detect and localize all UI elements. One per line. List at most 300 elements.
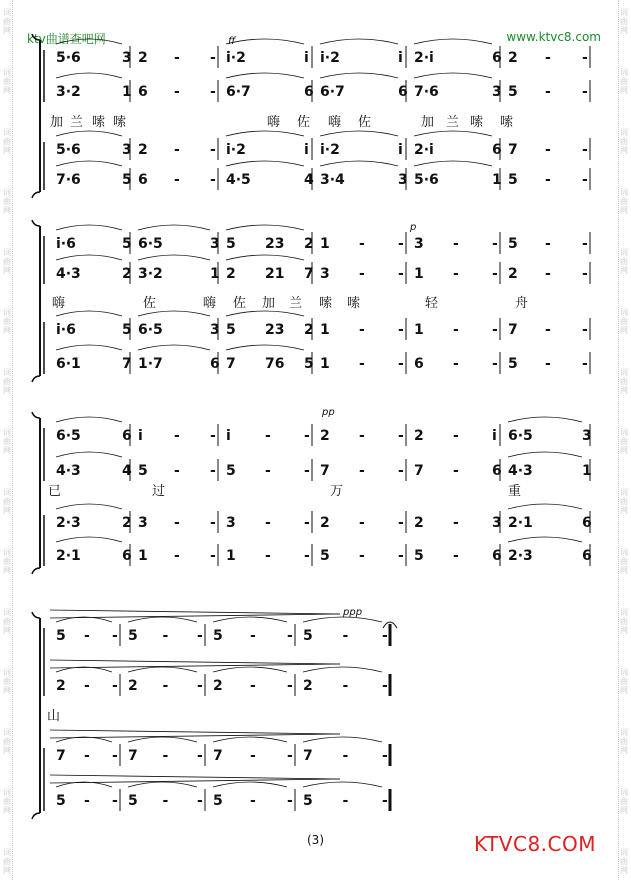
- note: -: [304, 463, 310, 479]
- note: -: [250, 628, 256, 644]
- watermark-text: 词 曲 网: [620, 308, 628, 335]
- note: -: [582, 266, 588, 282]
- lyric-syllable: 轻: [425, 296, 439, 311]
- note: -: [398, 322, 404, 338]
- note: -: [210, 84, 216, 100]
- watermark-text: 词 曲 网: [620, 668, 628, 695]
- lyric-syllable: 兰: [289, 296, 303, 311]
- note: 3·2: [56, 84, 81, 100]
- note: 7: [213, 748, 223, 764]
- note: 5·6: [56, 50, 81, 66]
- note: 4·5: [226, 172, 251, 188]
- note: 2: [138, 50, 148, 66]
- note: -: [398, 463, 404, 479]
- note: -: [359, 548, 365, 564]
- lyric-syllable: 嗦: [347, 296, 361, 311]
- watermark-text: 词 曲 网: [3, 548, 11, 575]
- lyric-syllable: 嗦: [500, 115, 514, 130]
- note: -: [382, 628, 388, 644]
- note: -: [453, 548, 459, 564]
- watermark-text: 词 曲 网: [3, 668, 11, 695]
- slur: [414, 73, 492, 78]
- note: 7: [414, 463, 424, 479]
- slur: [320, 73, 398, 78]
- note: 6: [414, 356, 424, 372]
- note: -: [304, 515, 310, 531]
- slur: [56, 161, 122, 166]
- watermark-text: 词 曲 网: [3, 308, 11, 335]
- note: 5: [226, 236, 236, 252]
- note: -: [265, 515, 271, 531]
- note: -: [359, 515, 365, 531]
- note: 6: [492, 548, 502, 564]
- note: -: [250, 748, 256, 764]
- note: 2·i: [414, 50, 434, 66]
- lyric-syllable: 佐: [233, 296, 247, 311]
- note: 6: [492, 50, 502, 66]
- note: -: [492, 236, 498, 252]
- note: 7: [508, 322, 518, 338]
- note: 7: [304, 266, 314, 282]
- note: -: [287, 678, 293, 694]
- note: 6: [492, 463, 502, 479]
- note: 5: [56, 793, 66, 809]
- watermark-text: 词 曲 网: [620, 188, 628, 215]
- system-bracket-cap: [32, 34, 40, 198]
- lyric-syllable: 万: [330, 484, 344, 499]
- system-bracket-cap: [32, 412, 40, 574]
- note: 3: [122, 50, 132, 66]
- note: 3: [122, 142, 132, 158]
- note: -: [545, 266, 551, 282]
- lyric-syllable: 嗦: [470, 115, 484, 130]
- note: -: [210, 172, 216, 188]
- note: -: [287, 628, 293, 644]
- note: i·6: [56, 322, 76, 338]
- note: 3: [492, 84, 502, 100]
- note: 3: [226, 515, 236, 531]
- note: 2: [128, 678, 138, 694]
- watermark-text: 词 曲 网: [3, 608, 11, 635]
- note: -: [162, 628, 169, 644]
- note: -: [582, 172, 588, 188]
- lyric-syllable: 嗦: [92, 115, 106, 130]
- note: -: [342, 628, 349, 644]
- note: -: [382, 678, 388, 694]
- note: -: [359, 356, 365, 372]
- slur: [303, 667, 382, 672]
- note: -: [453, 515, 459, 531]
- note: i: [138, 428, 143, 444]
- watermark-text: 词 曲 网: [3, 788, 11, 815]
- note: -: [582, 84, 588, 100]
- note: 2: [414, 515, 424, 531]
- site-url[interactable]: www.ktvc8.com: [506, 30, 601, 44]
- watermark-text: 词 曲 网: [3, 248, 11, 275]
- lyric-syllable: 重: [508, 484, 522, 499]
- note: i: [398, 50, 403, 66]
- note: 3: [398, 172, 408, 188]
- note: 2: [138, 142, 148, 158]
- slur: [303, 782, 382, 787]
- fermata-dot: [389, 625, 391, 627]
- note: 6: [210, 356, 220, 372]
- slur: [320, 131, 398, 136]
- slur: [320, 161, 398, 166]
- watermark-text: 词 曲 网: [620, 488, 628, 515]
- note: -: [545, 142, 551, 158]
- note: -: [342, 793, 349, 809]
- note: i: [304, 50, 309, 66]
- note: 5: [303, 628, 313, 644]
- note: -: [545, 236, 551, 252]
- note: 1: [138, 548, 148, 564]
- note: 1: [582, 463, 592, 479]
- note: 5: [508, 236, 518, 252]
- watermark-text: 词 曲 网: [620, 728, 628, 755]
- note: 1: [320, 236, 330, 252]
- note: 3: [138, 515, 148, 531]
- slur: [226, 311, 304, 316]
- note: -: [342, 748, 349, 764]
- slur: [226, 131, 304, 136]
- lyric-syllable: 嗨: [267, 115, 281, 130]
- note: -: [492, 266, 498, 282]
- slur: [56, 504, 122, 509]
- note: -: [197, 628, 203, 644]
- hairpin-line: [50, 734, 340, 738]
- note: 3: [210, 236, 220, 252]
- hairpin-line: [50, 779, 340, 783]
- note: 3: [492, 515, 502, 531]
- note: 2·i: [414, 142, 434, 158]
- note: -: [453, 428, 459, 444]
- note: 3: [582, 428, 592, 444]
- slur: [213, 782, 287, 787]
- note: -: [112, 793, 118, 809]
- watermark-text: 词 曲 网: [620, 248, 628, 275]
- note: 5: [56, 628, 66, 644]
- lyric-syllable: 佐: [358, 115, 372, 130]
- note: -: [197, 748, 203, 764]
- note: -: [287, 748, 293, 764]
- note: -: [210, 428, 216, 444]
- note: 4·3: [56, 266, 81, 282]
- note: 2: [304, 322, 314, 338]
- watermark-text: 词 曲 网: [620, 608, 628, 635]
- note: -: [545, 84, 551, 100]
- note: -: [287, 793, 293, 809]
- slur: [128, 737, 197, 742]
- note: -: [359, 322, 365, 338]
- slur: [508, 417, 582, 422]
- note: -: [162, 748, 169, 764]
- note: 2: [213, 678, 223, 694]
- note: 6: [122, 428, 132, 444]
- slur: [226, 225, 304, 230]
- note: 6·5: [508, 428, 533, 444]
- note: 6: [492, 142, 502, 158]
- note: 2: [122, 266, 132, 282]
- slur: [414, 161, 492, 166]
- note: 5: [213, 793, 223, 809]
- note: -: [398, 266, 404, 282]
- note: -: [162, 678, 169, 694]
- note: -: [398, 356, 404, 372]
- note: 6: [398, 84, 408, 100]
- note: 2: [320, 515, 330, 531]
- note: -: [582, 50, 588, 66]
- note: -: [453, 322, 459, 338]
- note: 4·3: [508, 463, 533, 479]
- note: 4·3: [56, 463, 81, 479]
- note: 2: [122, 515, 132, 531]
- note: -: [250, 793, 256, 809]
- note: 2: [56, 678, 66, 694]
- note: 5: [414, 548, 424, 564]
- slur: [56, 225, 122, 230]
- slur: [138, 311, 210, 316]
- note: 2·3: [508, 548, 533, 564]
- slur: [414, 131, 492, 136]
- watermark-text: 词 曲 网: [3, 368, 11, 395]
- slur: [138, 345, 210, 350]
- slur: [56, 39, 122, 44]
- watermark-text: 词 曲 网: [620, 548, 628, 575]
- note: 1: [492, 172, 502, 188]
- watermark-text: 词 曲 网: [3, 8, 11, 35]
- slur: [128, 617, 197, 622]
- note: i·6: [56, 236, 76, 252]
- dynamic-marking: pp: [322, 407, 335, 418]
- note: 7·6: [414, 84, 439, 100]
- slur: [213, 667, 287, 672]
- note: -: [174, 172, 180, 188]
- note: -: [174, 428, 180, 444]
- site-title[interactable]: ktv曲谱查吧网: [27, 32, 106, 46]
- hairpin-line: [50, 614, 340, 618]
- note: -: [453, 236, 459, 252]
- lyric-syllable: 加: [262, 296, 276, 311]
- note: -: [265, 463, 271, 479]
- watermark-text: 词 曲 网: [620, 368, 628, 395]
- note: 6·5: [56, 428, 81, 444]
- lyric-syllable: 已: [48, 484, 62, 499]
- note: -: [545, 356, 551, 372]
- watermark-text: 词 曲 网: [3, 488, 11, 515]
- note: -: [174, 463, 180, 479]
- note: 3: [210, 322, 220, 338]
- lyric-syllable: 山: [47, 709, 61, 724]
- note: -: [453, 266, 459, 282]
- system-bracket-cap: [32, 612, 40, 819]
- note: 5: [128, 628, 138, 644]
- note: 5: [320, 548, 330, 564]
- note: -: [545, 172, 551, 188]
- note: i·2: [320, 142, 340, 158]
- note: -: [398, 548, 404, 564]
- note: 7: [226, 356, 236, 372]
- lyric-syllable: 嗨: [203, 296, 217, 311]
- note: -: [112, 678, 118, 694]
- note: 5: [226, 463, 236, 479]
- note: -: [250, 678, 256, 694]
- hairpin-line: [50, 730, 340, 734]
- note: 2: [304, 236, 314, 252]
- note: 5: [508, 356, 518, 372]
- note: 5: [303, 793, 313, 809]
- note: 2: [508, 266, 518, 282]
- note: -: [84, 748, 90, 764]
- note: -: [359, 236, 365, 252]
- note: i: [398, 142, 403, 158]
- slur: [213, 737, 287, 742]
- note: 5: [304, 356, 314, 372]
- lyric-syllable: 加: [421, 115, 435, 130]
- note: 2: [508, 50, 518, 66]
- slur: [226, 345, 304, 350]
- note: 3: [414, 236, 424, 252]
- lyric-syllable: 加: [50, 115, 64, 130]
- note: i·2: [226, 50, 246, 66]
- note: 6·5: [138, 236, 163, 252]
- watermark-text: 词 曲 网: [3, 128, 11, 155]
- note: 2·3: [56, 515, 81, 531]
- note: -: [304, 548, 310, 564]
- slur: [508, 504, 582, 509]
- note: -: [84, 793, 90, 809]
- note: 5: [213, 628, 223, 644]
- lyric-syllable: 佐: [143, 296, 157, 311]
- note: 7·6: [56, 172, 81, 188]
- note: 5: [122, 322, 132, 338]
- note: 1: [122, 84, 132, 100]
- note: -: [197, 678, 203, 694]
- note: 1·7: [138, 356, 163, 372]
- note: 5: [122, 236, 132, 252]
- dynamic-marking: ff: [228, 36, 236, 47]
- watermark-text: 词 曲 网: [620, 128, 628, 155]
- lyric-syllable: 过: [152, 484, 166, 499]
- note: -: [492, 322, 498, 338]
- note: -: [453, 463, 459, 479]
- watermark-text: 词 曲 网: [3, 68, 11, 95]
- slur: [213, 617, 287, 622]
- note: 2: [303, 678, 313, 694]
- note: 1: [320, 322, 330, 338]
- note: 3·4: [320, 172, 345, 188]
- slur: [56, 345, 122, 350]
- note: -: [359, 463, 365, 479]
- note: 5: [508, 84, 518, 100]
- note: -: [492, 356, 498, 372]
- slur: [320, 39, 398, 44]
- note: 6: [122, 548, 132, 564]
- note: 5: [128, 793, 138, 809]
- note: -: [545, 50, 551, 66]
- note: 6: [304, 84, 314, 100]
- lyric-syllable: 嗨: [328, 115, 342, 130]
- slur: [226, 255, 304, 260]
- note: -: [582, 356, 588, 372]
- note: i: [304, 142, 309, 158]
- note: 6·7: [320, 84, 345, 100]
- slur: [56, 311, 122, 316]
- note: 7: [508, 142, 518, 158]
- slur: [128, 782, 197, 787]
- slur: [226, 73, 304, 78]
- note: 7: [56, 748, 66, 764]
- footer-logo: KTVC8.COM: [474, 832, 596, 856]
- watermark-text: 词 曲 网: [3, 188, 11, 215]
- slur: [138, 255, 210, 260]
- slur: [508, 452, 582, 457]
- watermark-text: 词 曲 网: [620, 8, 628, 35]
- note: 4: [122, 463, 132, 479]
- lyric-syllable: 兰: [446, 115, 460, 130]
- hairpin-line: [50, 775, 340, 779]
- watermark-text: 词 曲 网: [620, 68, 628, 95]
- note: -: [210, 548, 216, 564]
- note: -: [582, 322, 588, 338]
- slur: [56, 255, 122, 260]
- note: i·2: [226, 142, 246, 158]
- note: 23: [265, 322, 285, 338]
- system-bracket-cap: [32, 220, 40, 382]
- lyric-syllable: 兰: [70, 115, 84, 130]
- note: 6·7: [226, 84, 251, 100]
- page-number: (3): [307, 833, 324, 847]
- slur: [56, 452, 122, 457]
- note: 7: [320, 463, 330, 479]
- note: 6·5: [138, 322, 163, 338]
- note: -: [84, 678, 90, 694]
- note: 2: [414, 428, 424, 444]
- note: -: [174, 142, 180, 158]
- note: i·2: [320, 50, 340, 66]
- slur: [226, 161, 304, 166]
- note: -: [265, 428, 271, 444]
- note: -: [545, 322, 551, 338]
- watermark-text: 词 曲 网: [3, 728, 11, 755]
- note: -: [359, 266, 365, 282]
- note: -: [174, 548, 180, 564]
- note: -: [398, 236, 404, 252]
- note: 7: [303, 748, 313, 764]
- note: -: [398, 515, 404, 531]
- lyric-syllable: 嗦: [113, 115, 127, 130]
- note: 5·6: [56, 142, 81, 158]
- slur: [128, 667, 197, 672]
- watermark-text: 词 曲 网: [620, 428, 628, 455]
- note: -: [197, 793, 203, 809]
- note: -: [342, 678, 349, 694]
- note: -: [210, 142, 216, 158]
- note: -: [210, 463, 216, 479]
- note: -: [359, 428, 365, 444]
- note: 2: [226, 266, 236, 282]
- note: 23: [265, 236, 285, 252]
- note: -: [112, 628, 118, 644]
- note: -: [112, 748, 118, 764]
- watermark-text: 词 曲 网: [3, 428, 11, 455]
- note: -: [174, 50, 180, 66]
- note: 5: [122, 172, 132, 188]
- note: 5: [226, 322, 236, 338]
- note: 1: [210, 266, 220, 282]
- note: -: [398, 428, 404, 444]
- note: 6: [138, 172, 148, 188]
